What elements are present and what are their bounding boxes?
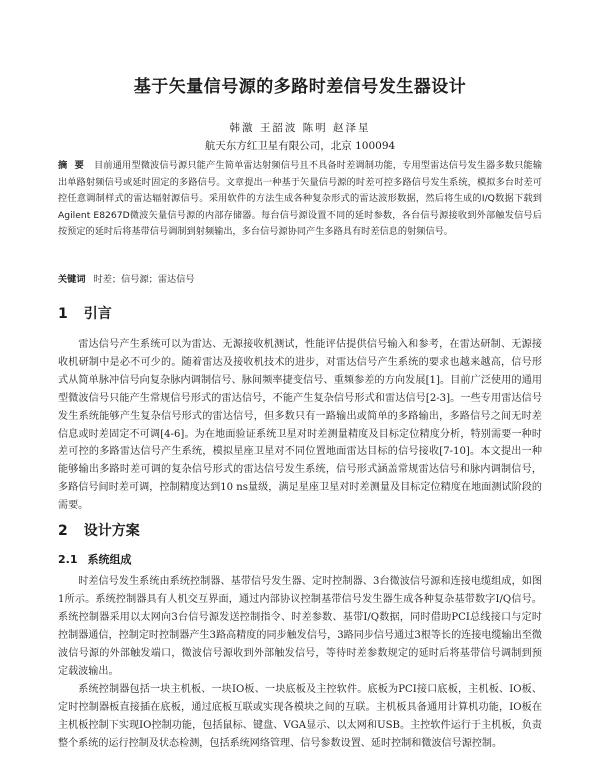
subsection-heading-system-composition [58,551,132,567]
author-list: 韩激 王韶波 陈明 赵泽星 [229,122,371,134]
section-title: 引言 [83,306,112,322]
subsection-number: 2.1 [58,553,78,566]
abstract-block [58,158,542,241]
section-heading-design [58,520,140,540]
section-title: 设计方案 [83,523,140,539]
abstract-text: 目前通用型微波信号源只能产生简单雷达射频信号且不具备时差调制功能，专用型雷达信号发生器多数只能输出单路射频信号或延时固定的多路信号。文章提出一种基于矢量信号源的时差可控多路信号发生系统，模拟多台时差可控任意调制样式的雷达辐射源信号。采用软件的方法生成各种复杂形式的雷达波形数据，然后将生成的I/Q数据下载到Agilent E8267D微波矢量信号源的内部存储器。每台信号源设置不同的延时参数，各台信号源接收到外部触发信号后按预定的延时后将基带信号调制到射频输出，多台信号源协同产生多路具有时差信息的射频信号。 [58,160,543,238]
keywords-block [58,271,542,285]
section-number: 2 [58,523,68,539]
subsection-title: 系统组成 [87,553,132,566]
system-composition-paragraph-2: 系统控制器包括一块主机板、一块IO板、一块底板及主控软件。底板为PCI接口底板，主机板、IO板、定时控制器板直接插在底板，通过底板互联或实现各模块之间的互联。主机板具备通用计算机功能，IO板在主机板控制下实现IO控制功能，包括鼠标、键盘、VGA显示、以太网和USB。主控软件运行于主机板，负责整个系统的运行控制及状态检测，包括系统网络管理、信号参数设置、延时控制和微波信号源控制。 [58,684,542,749]
author-affiliation: 航天东方红卫星有限公司，北京 100094 [204,140,396,152]
section-number: 1 [58,306,68,322]
section-heading-introduction [58,303,112,323]
system-composition-paragraph-1: 时差信号发生系统由系统控制器、基带信号发生器、定时控制器、3台微波信号源和连接电缆组成，如图1所示。系统控制器具有人机交互界面，通过内部协议控制基带信号发生器生成各种复杂基带数字I/Q信号。系统控制器采用以太网向3台信号源发送控制指令、时差参数、基带I/Q数据，同时借助PCI总线接口与定时控制器通信，控制定时控制器产生3路高精度的同步触发信号，3路同步信号通过3根等长的连接电缆输出至微波信号源的外部触发端口，微波信号源收到外部触发信号，等待时差参数规定的延时后将基带信号调制到预定载波输出。 [58,576,542,677]
introduction-paragraph: 雷达信号产生系统可以为雷达、无源接收机测试，性能评估提供信号输入和参考，在雷达研制、无源接收机研制中是必不可少的。随着雷达及接收机技术的进步，对雷达信号产生系统的要求也越来越高，信号形式从简单脉冲信号向复杂脉内调制信号、脉间频率捷变信号、重频参差的方向发展[1]。目前广泛使用的通用型微波信号只能产生常规信号形式的雷达信号，不能产生复杂信号形式和雷达信号[2-3]。一些专用雷达信号发生系统能够产生复杂信号形式的雷达信号，但多数只有一路输出或简单的多路输出，多路信号之间无时差信息或时差固定不可调[4-6]。为在地面验证系统卫星对时差测量精度及目标定位精度分析，特别需要一种时差可控的多路雷达信号产生系统，模拟星座卫星对不同位置地面雷达目标的信号接收[7-10]。本文提出一种能够输出多路时差可调的复杂信号形式的雷达信号发生系统，信号形式涵盖常规雷达信号和脉内调制信号，多路信号间时差可调，控制精度达到10 ns量级，满足星座卫星对时差测量及目标定位精度在地面测试阶段的需要。 [58,339,542,512]
keywords-text: 时差；信号源；雷达信号 [93,274,195,285]
abstract-label: 摘 要 [58,160,87,171]
keywords-label: 关键词 [58,274,86,285]
paper-title: 基于矢量信号源的多路时差信号发生器设计 [133,77,467,97]
